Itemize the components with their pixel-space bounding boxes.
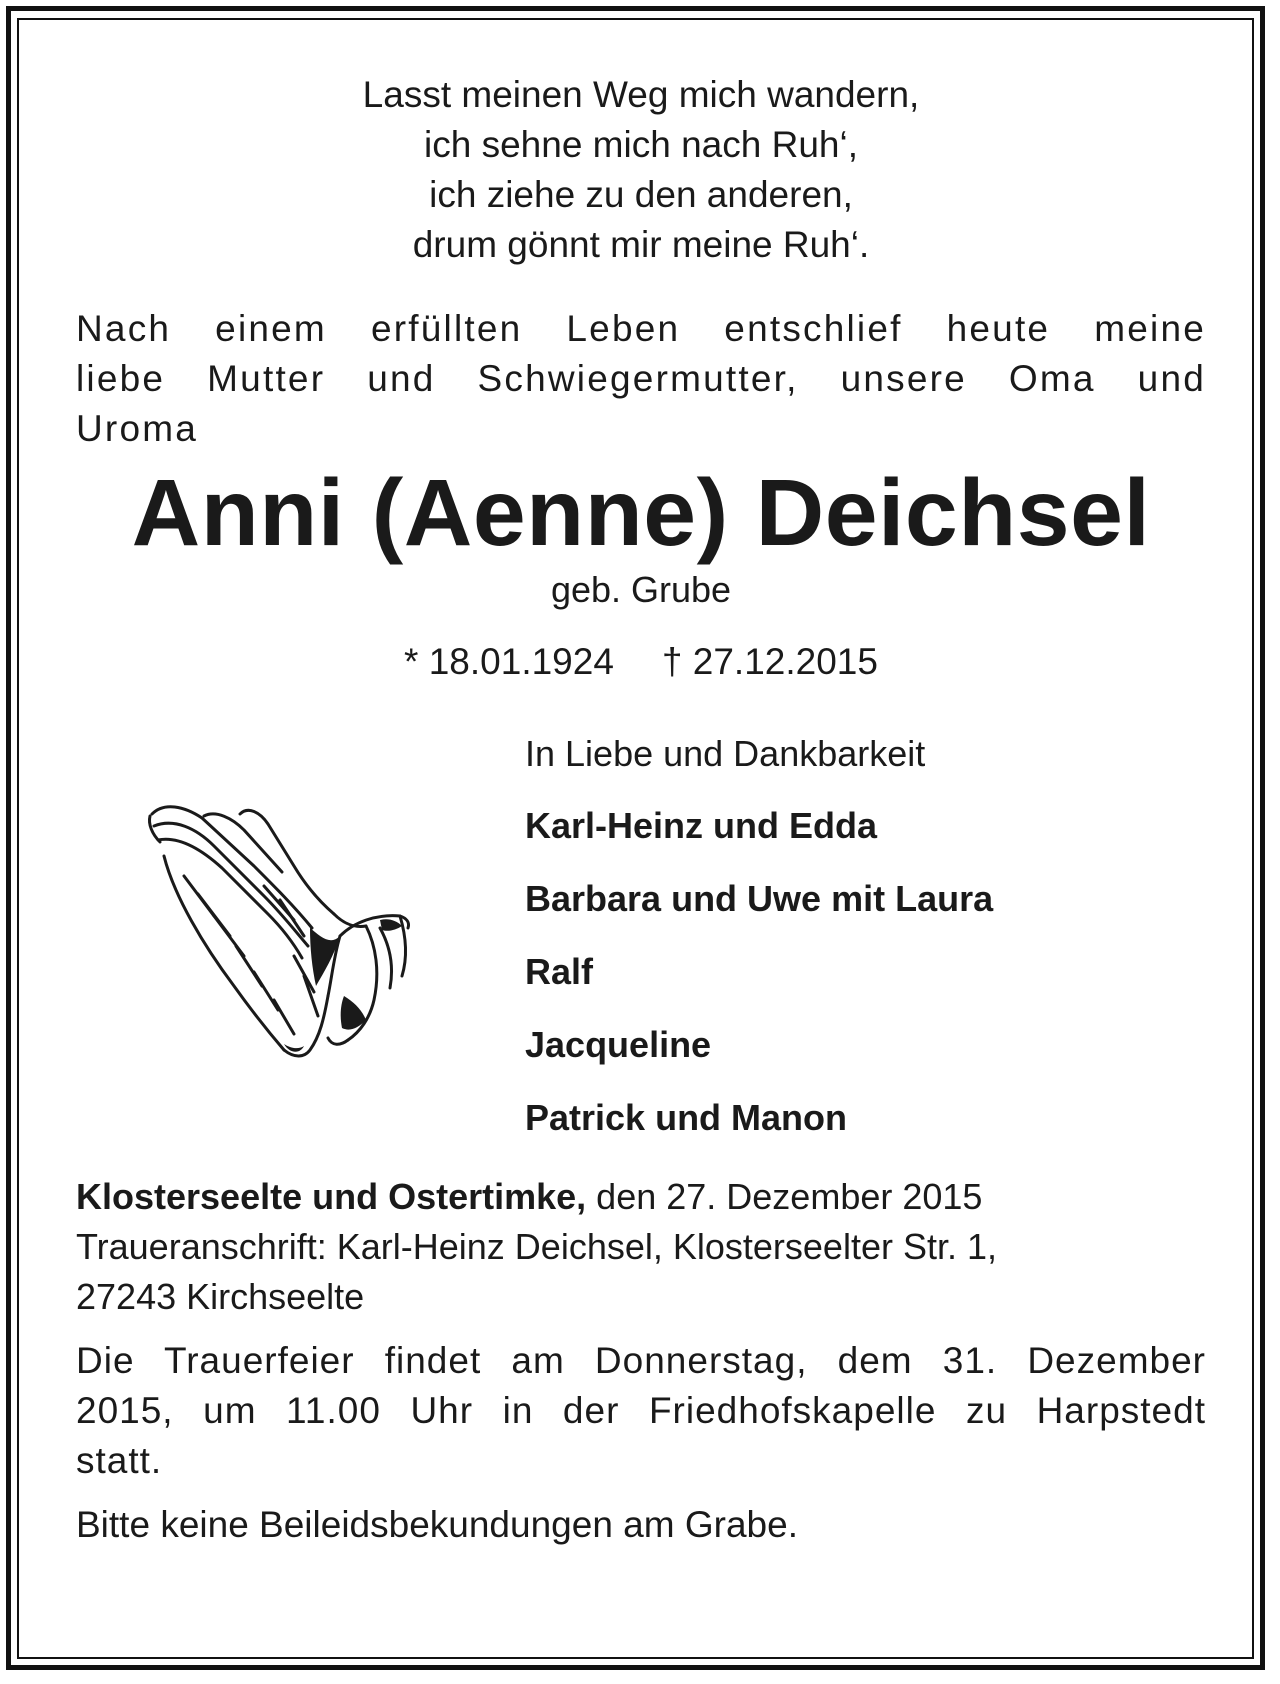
poem bbox=[76, 70, 1206, 270]
intro-line: Uroma bbox=[76, 408, 199, 449]
praying-hands-icon bbox=[144, 796, 424, 1066]
intro-text bbox=[76, 304, 1206, 454]
obituary-notice bbox=[76, 70, 1206, 1550]
service-line: statt. bbox=[76, 1440, 163, 1481]
thanks-line: In Liebe und Dankbarkeit bbox=[525, 733, 926, 774]
poem-line: Lasst meinen Weg mich wandern, bbox=[362, 74, 920, 115]
places: Klosterseelte und Ostertimke, bbox=[76, 1176, 587, 1217]
condolence-note: Bitte keine Beileidsbekundungen am Grabe. bbox=[76, 1504, 798, 1545]
mourner-name: Karl-Heinz und Edda bbox=[525, 805, 878, 846]
poem-line: ich sehne mich nach Ruh‘, bbox=[424, 124, 858, 165]
poem-line: ich ziehe zu den anderen, bbox=[429, 174, 853, 215]
mourner-name: Jacqueline bbox=[525, 1024, 712, 1065]
funeral-service bbox=[76, 1336, 1206, 1486]
mourners-section bbox=[76, 732, 1206, 1172]
mourner-list bbox=[525, 732, 993, 1169]
notice-date: den 27. Dezember 2015 bbox=[586, 1176, 983, 1217]
death-date: † 27.12.2015 bbox=[661, 641, 878, 682]
birth-date: * 18.01.1924 bbox=[404, 641, 614, 682]
mourning-address-city: 27243 Kirchseelte bbox=[76, 1276, 365, 1317]
mourner-name: Ralf bbox=[525, 951, 594, 992]
service-line: 2015, um 11.00 Uhr in der Friedhofskapelle zu Harpstedt bbox=[76, 1390, 1206, 1431]
birth-name: geb. Grube bbox=[550, 569, 732, 610]
mourner-name: Patrick und Manon bbox=[525, 1097, 848, 1138]
place-and-date bbox=[76, 1172, 1206, 1322]
poem-line: drum gönnt mir meine Ruh‘. bbox=[412, 224, 870, 265]
deceased-name: Anni (Aenne) Deichsel bbox=[131, 460, 1151, 566]
intro-line: Nach einem erfüllten Leben entschlief heute meine bbox=[76, 308, 1206, 349]
mourning-address: Traueranschrift: Karl-Heinz Deichsel, Klosterseelter Str. 1, bbox=[76, 1226, 998, 1267]
mourner-name: Barbara und Uwe mit Laura bbox=[525, 878, 994, 919]
place-date-line bbox=[76, 1172, 1206, 1222]
service-line: Die Trauerfeier findet am Donnerstag, dem 31. Dezember bbox=[76, 1340, 1206, 1381]
life-dates bbox=[76, 640, 1206, 684]
intro-line: liebe Mutter und Schwiegermutter, unsere Oma und bbox=[76, 358, 1206, 399]
